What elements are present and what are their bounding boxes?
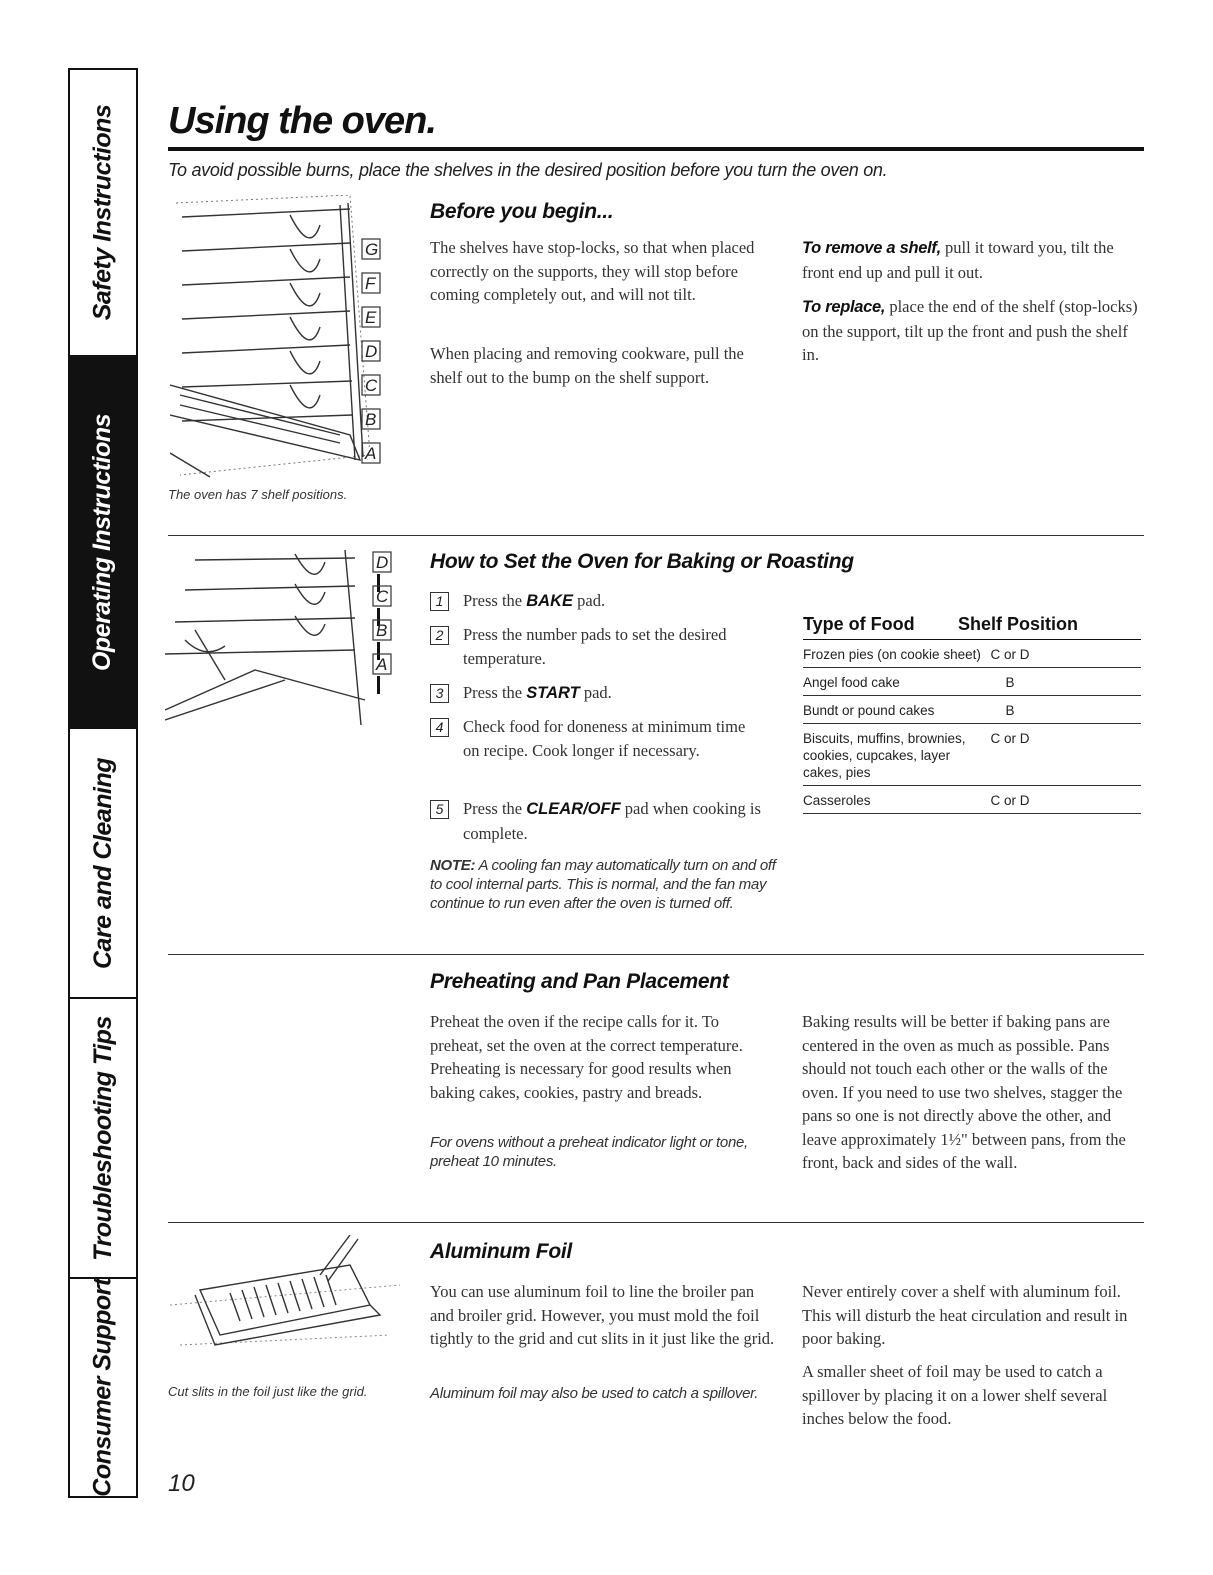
cooling-fan-note: NOTE: A cooling fan may automatically turn on and off to cool internal parts. This is normal, and the fan may continue to run even after the oven is turned off.	[430, 857, 776, 912]
shelf-letter-f: F	[365, 274, 376, 293]
tab-consumer-support[interactable]: Consumer Support	[88, 1278, 117, 1497]
step-number: 1	[430, 592, 449, 611]
shelf-position: C or D	[990, 731, 1030, 746]
title-rule	[168, 147, 1144, 151]
shelf-position-table	[803, 614, 1141, 814]
preheat-paragraph: Preheat the oven if the recipe calls for it. To preheat, set the oven at the correct temperature. Preheating is necessary for good results when baking cakes, cookies, pastry and breads.	[430, 1012, 743, 1102]
page-title: Using the oven.	[168, 100, 436, 142]
shelf-letter-c: C	[376, 587, 389, 606]
section-divider	[168, 954, 1144, 955]
foil-caption: Cut slits in the foil just like the grid.	[168, 1384, 368, 1399]
section-tabs	[68, 68, 138, 1498]
clear-off-pad-label: CLEAR/OFF	[526, 800, 621, 818]
shelf-letter-e: E	[365, 308, 377, 327]
broiler-grid-foil-illustration	[170, 1235, 400, 1365]
shelf-letter-d: D	[365, 342, 378, 361]
tab-operating-instructions[interactable]: Operating Instructions	[70, 357, 136, 729]
table-row	[803, 786, 1141, 814]
tab-troubleshooting-tips[interactable]: Troubleshooting Tips	[70, 999, 136, 1279]
before-you-begin-heading: Before you begin...	[430, 200, 614, 223]
table-row	[803, 640, 1141, 668]
shelf-letter-b: B	[365, 410, 377, 429]
section-divider	[168, 535, 1144, 536]
shelf-letter-a: A	[376, 655, 388, 674]
step-number: 5	[430, 800, 449, 819]
tab-care-and-cleaning[interactable]: Care and Cleaning	[70, 729, 136, 999]
bake-step-3: 3 Press the START pad.	[430, 681, 780, 706]
foil-spillover-paragraph: A smaller sheet of foil may be used to catch a spillover by placing it on a lower shelf several inches below the food.	[802, 1362, 1108, 1428]
bake-step-1: 1 Press the BAKE pad.	[430, 589, 780, 614]
shelf-letter-d: D	[376, 553, 389, 572]
oven-seven-shelves-illustration	[170, 195, 410, 485]
shelf-letter-c: C	[365, 376, 378, 395]
remove-shelf-paragraph: To remove a shelf, pull it toward you, tilt the front end up and pull it out.	[802, 238, 1114, 282]
table-row	[803, 724, 1141, 786]
bake-step-5: 5 Press the CLEAR/OFF pad when cooking is complete.	[430, 797, 780, 845]
shelf-letter-a: A	[365, 444, 377, 463]
section-divider	[168, 1222, 1144, 1223]
shelf-letter-g: G	[365, 240, 379, 259]
bake-step-4: 4 Check food for doneness at minimum time on recipe. Cook longer if necessary.	[430, 715, 780, 762]
column-shelf-position: Shelf Position	[958, 614, 1079, 634]
food-type: Bundt or pound cakes	[803, 703, 935, 718]
shelf-position: B	[1005, 675, 1015, 690]
aluminum-foil-heading: Aluminum Foil	[430, 1240, 572, 1263]
bake-step-2: 2 Press the number pads to set the desired temperature.	[430, 623, 780, 670]
food-type: Biscuits, muffins, brownies, cookies, cupcakes, layer cakes, pies	[803, 731, 966, 780]
replace-shelf-paragraph: To replace, place the end of the shelf (stop-locks) on the support, tilt up the front and push the shelf in.	[802, 297, 1138, 364]
foil-warning-paragraph: Never entirely cover a shelf with aluminum foil. This will disturb the heat circulation and result in poor baking.	[802, 1282, 1128, 1348]
oven-baking-shelves-illustration	[165, 550, 405, 730]
page-subtitle: To avoid possible burns, place the shelves in the desired position before you turn the oven on.	[168, 160, 888, 180]
shelf-position: B	[1005, 703, 1015, 718]
bake-pad-label: BAKE	[526, 592, 574, 610]
food-type: Frozen pies (on cookie sheet)	[803, 647, 981, 662]
start-pad-label: START	[526, 684, 580, 702]
step-number: 2	[430, 626, 449, 645]
shelf-letter-b: B	[376, 621, 388, 640]
foil-paragraph: You can use aluminum foil to line the broiler pan and broiler grid. However, you must mold the foil tightly to the grid and cut slits in it just like the grid.	[430, 1282, 775, 1348]
table-header	[803, 614, 1141, 640]
table-row	[803, 696, 1141, 724]
bake-roast-heading: How to Set the Oven for Baking or Roasting	[430, 550, 854, 573]
shelf-position: C or D	[990, 647, 1030, 662]
foil-note: Aluminum foil may also be used to catch a spillover.	[430, 1385, 759, 1402]
cookware-paragraph: When placing and removing cookware, pull the shelf out to the bump on the shelf support.	[430, 344, 744, 387]
preheat-note: For ovens without a preheat indicator light or tone, preheat 10 minutes.	[430, 1134, 748, 1170]
pan-placement-paragraph: Baking results will be better if baking pans are centered in the oven as much as possible. Pans should not touch each other or the walls of the oven. If you need to use two shelves, stagger the pans so one is not directly above the other, and leave approximately 1½" between pans, from the front, back and sides of the wall.	[802, 1012, 1126, 1172]
table-row	[803, 668, 1141, 696]
food-type: Casseroles	[803, 793, 871, 808]
tab-safety-instructions[interactable]: Safety Instructions	[70, 70, 136, 357]
column-type-of-food: Type of Food	[803, 614, 915, 634]
preheating-heading: Preheating and Pan Placement	[430, 970, 729, 993]
shelf-positions-caption: The oven has 7 shelf positions.	[168, 487, 348, 502]
step-number: 3	[430, 684, 449, 703]
step-number: 4	[430, 718, 449, 737]
stop-locks-paragraph: The shelves have stop-locks, so that when placed correctly on the supports, they will stop before coming completely out, and will not tilt.	[430, 238, 755, 304]
page-number: 10	[168, 1470, 195, 1497]
food-type: Angel food cake	[803, 675, 900, 690]
shelf-position: C or D	[990, 793, 1030, 808]
